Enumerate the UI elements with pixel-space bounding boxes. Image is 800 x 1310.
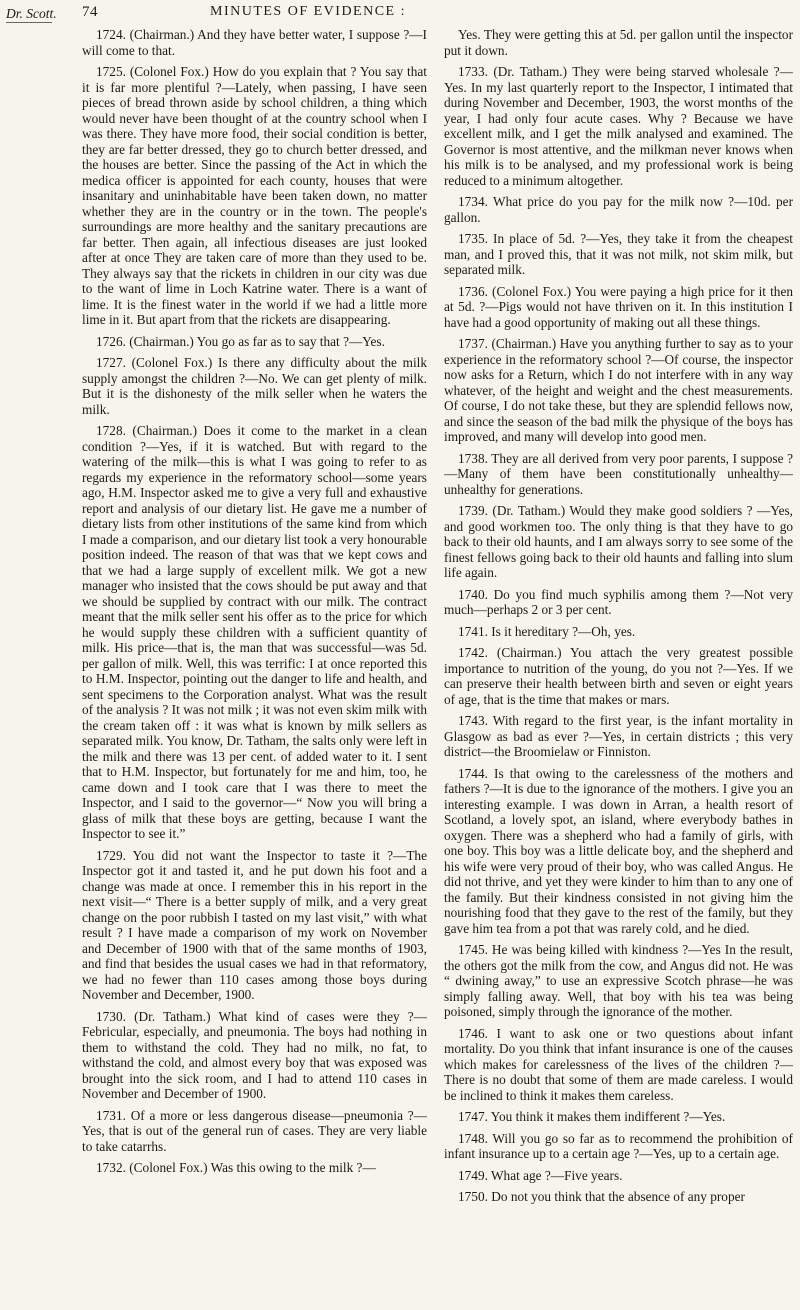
paragraph-1732-cont: Yes. They were getting this at 5d. per gallon until the inspector put it down.	[444, 27, 793, 58]
paragraph-1738: 1738. They are all derived from very poor parents, I suppose ?—Many of them have been constitutionally unhealthy—unhealthy for generations.	[444, 450, 793, 497]
paragraph-1727: 1727. (Colonel Fox.) Is there any difficulty about the milk supply amongst the children ?—No. We can get plenty of milk. But it is the dishonesty of the milk seller when he waters the milk.	[82, 355, 427, 417]
paragraph-1736: 1736. (Colonel Fox.) You were paying a high price for it then at 5d. ?—Pigs would not have thriven on it. In this institution I have had a good opportunity of making out all these things.	[444, 283, 793, 330]
paragraph-1725: 1725. (Colonel Fox.) How do you explain that ? You say that it is far more plentiful ?—Lately, when passing, I have seen pieces of bread thrown aside by school children, a thing which would never have been thought of at the country school when I was there. They have more food, their social condition is better, they are far better dressed, they go to church better dressed, and the houses are better. Since the passing of the Act in which the medica officer is appointed for each county, houses that were insanitary and uninhabitable have been taken down, no matter whether they are in the country or in the town. The people's surroundings are more healthy and the sanitary precautions are far better. Then again, all infectious diseases are just looked after at once They are taken care of more than they used to be. They always say that the rickets in children in our city was due to the want of lime in Loch Katrine water. There is a want of lime. It is the finest water in the world if we had a little more lime in it. But apart from that the rickets are disappearing.	[82, 64, 427, 327]
paragraph-1748: 1748. Will you go so far as to recommend the prohibition of infant insurance up to a certain age ?—Yes, up to a certain age.	[444, 1130, 793, 1161]
paragraph-1749: 1749. What age ?—Five years.	[458, 1167, 623, 1183]
paragraph-1724: 1724. (Chairman.) And they have better water, I suppose ?—I will come to that.	[82, 27, 427, 58]
right-column	[444, 27, 793, 1307]
paragraph-1746: 1746. I want to ask one or two questions about infant mortality. Do you think that infant insurance is one of the causes which makes for carelessness of the lives of the children ?—There is no doubt that some of them are made careless. I would be inclined to think it makes them careless.	[444, 1025, 793, 1103]
paragraph-1750: 1750. Do not you think that the absence of any proper	[458, 1189, 745, 1204]
paragraph-1728: 1728. (Chairman.) Does it come to the market in a clean condition ?—Yes, if it is watched. But with regard to the watering of the milk—this is what I was going to refer to as regards my experience in the reformatory school—some years ago, H.M. Inspector asked me to give a very full and exhaustive report and analysis of our dietary list. He gave me a number of dietary lists from other institutions of the same kind from which I made a comparison, and our dietary list took a very honourable position indeed. The reason of that was that we kept cows and that we had a large supply of excellent milk. We got a new manager who insisted that the cows should be put away and that we should be supplied by contract with our milk. The contract meant that the milk seller sent his offer as to the price for which he would supply these children with a sufficient quantity of milk. His price—that is, the man that was successful—was 5d. per gallon of milk. Well, this was terrific: I at once reported this to H.M. Inspector, pointing out the danger to life and health, and sent specimens to the Corporation analyst. What was the result of the analysis ? It was not milk ; it was not even skim milk with the cream taken off : it was what is known by milk sellers as separated milk. You know, Dr. Tatham, the salts only were left in the milk and there was 13 per cent. of added water to it. I sent that to H.M. Inspector, but fortunately for me and him, too, he came down and I took care that I was there to meet the Inspector, and I said to the governor—“ Now you will bring a glass of milk that these boys are getting, because I want the Inspector to see it.”	[82, 423, 427, 841]
paragraph-1732: 1732. (Colonel Fox.) Was this owing to the milk ?—	[96, 1160, 376, 1175]
left-column	[82, 27, 427, 1307]
paragraph-1737: 1737. (Chairman.) Have you anything further to say as to your experience in the reformatory school ?—Of course, the inspector now asks for a Return, which I do not interfere with in any way whatever, of the height and weight and the chest measurements. Of course, I do not take these, but they are splendid fellows now, and since the season of the bad milk the physique of the boys has improved, and many will develop into good men.	[444, 336, 793, 444]
paragraph-1742: 1742. (Chairman.) You attach the very greatest possible importance to nutrition of the young, do you not ?—Yes. If we can preserve their health between birth and seven or eight years of age, that is the time that makes or mars.	[444, 645, 793, 707]
page-number: 74	[82, 4, 98, 20]
paragraph-1734: 1734. What price do you pay for the milk now ?—10d. per gallon.	[444, 194, 793, 225]
paragraph-1745: 1745. He was being killed with kindness ?—Yes In the result, the others got the milk from the cow, and Angus did not. He was “ dwining away,” to use an expressive Scotch phrase—he was simply falling away. Well, that boy with his tea was being poisoned, simply through the ignorance of the mother.	[444, 942, 793, 1019]
paragraph-1731: 1731. Of a more or less dangerous disease—pneumonia ?—Yes, that is out of the general run of cases. They are very liable to take catarrhs.	[82, 1107, 427, 1154]
paragraph-1726: 1726. (Chairman.) You go as far as to say that ?—Yes.	[96, 333, 385, 349]
paragraph-1747: 1747. You think it makes them indifferent ?—Yes.	[458, 1109, 726, 1124]
paragraph-1741: 1741. Is it hereditary ?—Oh, yes.	[458, 623, 636, 639]
paragraph-1729: 1729. You did not want the Inspector to taste it ?—The Inspector got it and tasted it, and he put down his foot and a change was made at once. I remember this in his report in the next visit—“ There is a better supply of milk, and a very great change on the poor rubbish I tasted on my last visit,” with what result ? I have made a comparison of my work on November and December of 1900 with that of the same months of 1903, and find that besides the usual cases we had in that reformatory, we had no fewer than 110 cases among those boys during November and December, 1900.	[82, 847, 427, 1002]
paragraph-1743: 1743. With regard to the first year, is the infant mortality in Glasgow as bad as ever ?—Yes, in certain districts ; this very district—the Broomielaw or Finniston.	[444, 713, 793, 759]
paragraph-1744: 1744. Is that owing to the carelessness of the mothers and fathers ?—It is due to the ignorance of the mothers. I give you an interesting example. I was down in Arran, a health resort of Scotland, a lovely spot, an island, where everybody bathes in oxygen. There was a shepherd who had a family of girls, with one boy. This boy was a little delicate boy, and the shepherd and his wife were very proud of their boy, who was called Angus. He did not thrive, and yet they were kinder to him than to any one of the family. But their kindness consisted in not giving him the nourishing food that they gave to the rest of the family, but they gave him tea from a pot that was rarely cold, and he died.	[444, 765, 793, 936]
paragraph-1733: 1733. (Dr. Tatham.) They were being starved wholesale ?—Yes. In my last quarterly report to the Inspector, I intimated that during November and December, 1903, the worst months of the year, I had only four acute cases. Why ? Because we have excellent milk, and I get the milk analysed and examined. The Governor is most attentive, and the milkman never knows when his milk is to be analysed, and my professional work is being reduced to a minimum altogether.	[444, 64, 793, 188]
paragraph-1730: 1730. (Dr. Tatham.) What kind of cases were they ?—Febricular, especially, and pneumonia. The boys had nothing in them to withstand the cold. They had no milk, no fat, to withstand the cold, and almost every boy that was exposed was brought into the sick room, and I had to attend 110 cases in November and December of 1900.	[82, 1008, 427, 1101]
paragraph-1739: 1739. (Dr. Tatham.) Would they make good soldiers ? —Yes, and good workmen too. The only thing is that they have to go back to their old haunts, and I am always sorry to see some of the finest fellows going back to their old haunts and falling into slum life again.	[444, 503, 793, 580]
paragraph-1740: 1740. Do you find much syphilis among them ?—Not very much—perhaps 2 or 3 per cent.	[444, 586, 793, 617]
margin-rule	[6, 22, 52, 23]
margin-witness-name: Dr. Scott.	[6, 6, 57, 21]
running-head: MINUTES OF EVIDENCE :	[210, 4, 406, 19]
paragraph-1735: 1735. In place of 5d. ?—Yes, they take it from the cheapest man, and I proved this, that it was not milk, not skim milk, but separated milk.	[444, 231, 793, 277]
